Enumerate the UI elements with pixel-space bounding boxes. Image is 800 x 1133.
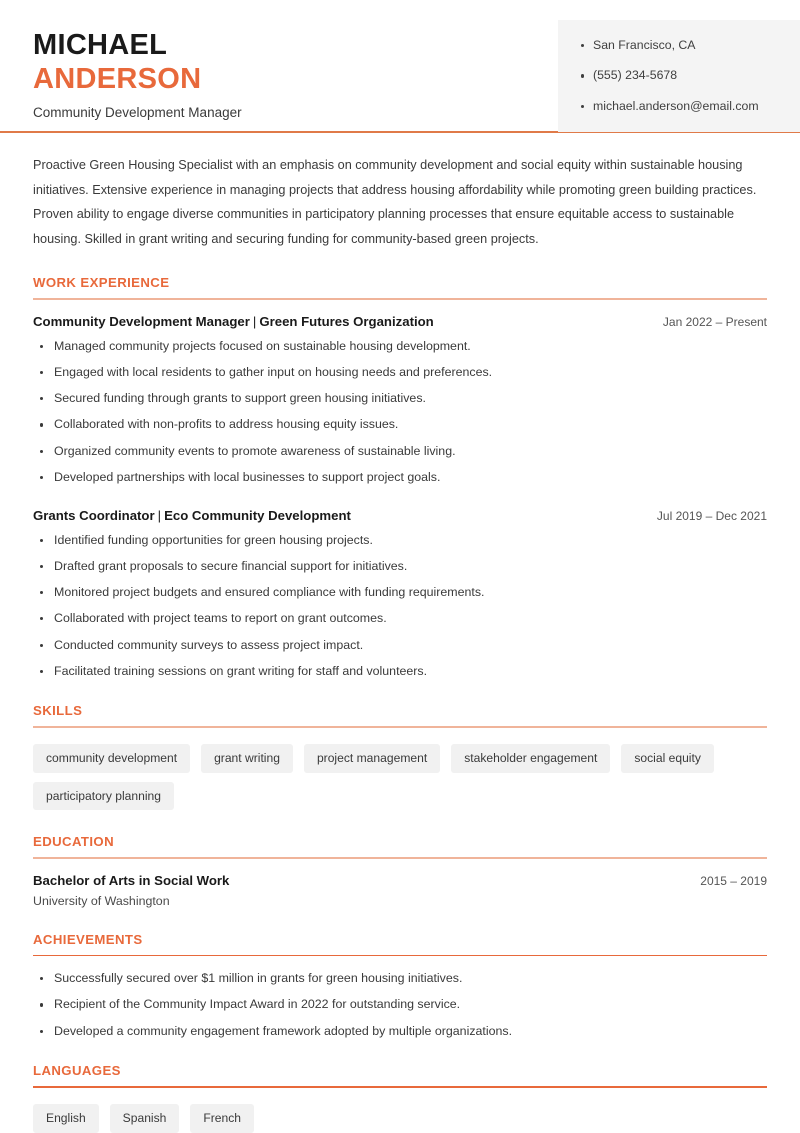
section-title-education: EDUCATION [33,834,115,850]
education-degree: Bachelor of Arts in Social Work [33,872,230,888]
work-bullet-list [33,532,767,680]
section-skills [33,703,767,810]
contact-email[interactable]: michael.anderson@email.com [580,99,800,114]
work-entry [33,314,767,486]
last-name: ANDERSON [33,63,202,96]
education-date-range: 2015 – 2019 [700,873,767,888]
section-languages [33,1063,767,1132]
work-date-range: Jul 2019 – Dec 2021 [656,508,767,523]
first-name: MICHAEL [33,29,168,61]
work-bullet-list [33,338,767,486]
work-company: Eco Community Development [164,507,351,523]
list-item: Identified funding opportunities for green housing projects. [39,532,767,549]
skill-pill: participatory planning [33,782,174,811]
skills-pill-list [33,742,767,810]
language-pill: English [33,1104,99,1133]
skill-pill: grant writing [201,744,293,773]
identity-block [0,20,242,120]
work-role: Grants Coordinator [33,507,155,523]
professional-summary: Proactive Green Housing Specialist with an emphasis on community development and social equity within sustainable housing initiatives. Extensive experience in managing projects that address housing affordability while promoting green building practices. Proven ability to engage diverse communities in participatory planning processes that ensure equitable access to sustainable housing. Skilled in grant writing and securing funding for community-based green projects. [33,158,757,246]
title-separator: | [252,313,257,329]
skill-pill: social equity [621,744,714,773]
section-education [33,834,767,908]
section-work-experience [33,275,767,679]
work-company: Green Futures Organization [259,313,434,329]
section-title-work-experience: WORK EXPERIENCE [33,275,170,291]
resume-body [0,133,800,1133]
achievements-list [33,970,767,1039]
list-item: Drafted grant proposals to secure financial support for initiatives. [39,558,767,575]
list-item: Engaged with local residents to gather input on housing needs and preferences. [39,364,767,381]
language-pill: French [190,1104,254,1133]
list-item: Organized community events to promote awareness of sustainable living. [39,443,767,460]
contact-phone[interactable]: (555) 234-5678 [580,68,800,83]
education-school: University of Washington [33,893,170,908]
skill-pill: community development [33,744,190,773]
resume-header [0,0,800,121]
list-item: Conducted community surveys to assess project impact. [39,637,767,654]
language-pill: Spanish [110,1104,180,1133]
list-item: Developed a community engagement framework adopted by multiple organizations. [39,1023,767,1040]
list-item: Collaborated with non-profits to address housing equity issues. [39,416,767,433]
list-item: Monitored project budgets and ensured compliance with funding requirements. [39,584,767,601]
skill-pill: project management [304,744,440,773]
work-entry-title [33,508,351,523]
languages-pill-list [33,1102,767,1133]
section-achievements [33,932,767,1040]
professional-title: Community Development Manager [33,105,242,121]
contact-info-box [558,20,800,132]
list-item: Developed partnerships with local businesses to support project goals. [39,469,767,486]
work-role: Community Development Manager [33,313,250,329]
section-underline [33,298,767,300]
work-entry-title [33,314,434,329]
skill-pill: stakeholder engagement [451,744,610,773]
section-title-languages: LANGUAGES [33,1063,121,1079]
list-item: Managed community projects focused on sustainable housing development. [39,338,767,355]
work-date-range: Jan 2022 – Present [662,314,767,329]
title-separator: | [157,507,162,523]
education-entry-header [33,873,767,888]
section-underline [33,1086,767,1088]
section-title-skills: SKILLS [33,703,83,719]
section-underline [33,726,767,728]
list-item: Secured funding through grants to support green housing initiatives. [39,390,767,407]
education-entry [33,873,767,908]
list-item: Collaborated with project teams to report on grant outcomes. [39,610,767,627]
list-item: Successfully secured over $1 million in grants for green housing initiatives. [39,970,767,987]
work-entry-header [33,508,767,523]
work-entry [33,508,767,680]
section-title-achievements: ACHIEVEMENTS [33,931,143,947]
section-underline [33,857,767,859]
work-entry-header [33,314,767,329]
section-underline [33,955,767,957]
contact-location: San Francisco, CA [580,38,800,53]
list-item: Facilitated training sessions on grant writing for staff and volunteers. [39,663,767,680]
list-item: Recipient of the Community Impact Award in 2022 for outstanding service. [39,996,767,1013]
